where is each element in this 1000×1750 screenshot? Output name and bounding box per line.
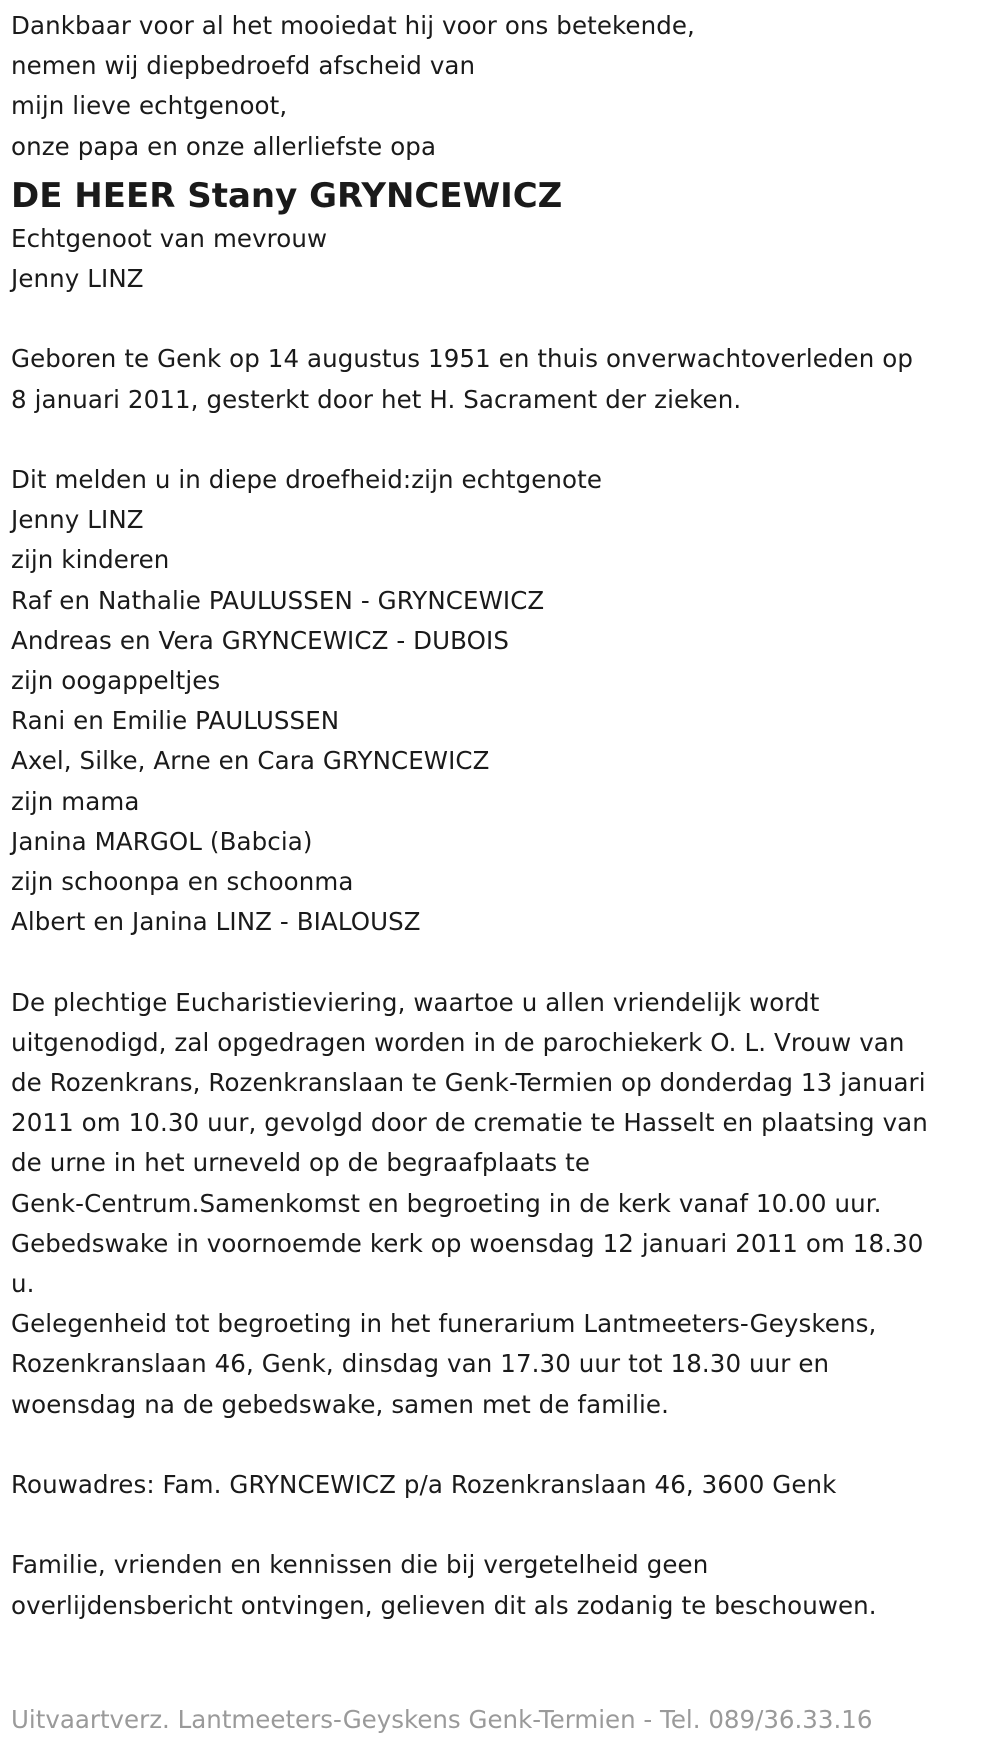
birth-line: Geboren te Genk op 14 augustus 1951 en thuis onverwachtoverleden op [11, 344, 913, 374]
closing-line: Familie, vrienden en kennissen die bij vergetelheid geen [11, 1550, 709, 1580]
deceased-name: DE HEER Stany GRYNCEWICZ [11, 175, 563, 216]
ceremony-line: de urne in het urneveld op de begraafplaats te [11, 1148, 591, 1178]
intro-line: onze papa en onze allerliefste opa [11, 131, 437, 161]
spouse-line: Jenny LINZ [11, 264, 144, 294]
spacer [11, 942, 1000, 982]
intro-section [11, 6, 1000, 167]
family-line: Janina MARGOL (Babcia) [11, 826, 313, 856]
spacer [11, 1505, 1000, 1545]
family-line: Jenny LINZ [11, 505, 144, 535]
ceremony-section [11, 983, 1000, 1425]
family-line: Albert en Janina LINZ - BIALOUSZ [11, 907, 421, 937]
spacer [11, 299, 1000, 339]
family-line: Raf en Nathalie PAULUSSEN - GRYNCEWICZ [11, 585, 545, 615]
funeral-home-footer: Uitvaartverz. Lantmeeters-Geyskens Genk-Termien - Tel. 089/36.33.16 [11, 1705, 873, 1734]
family-line: Rani en Emilie PAULUSSEN [11, 706, 340, 736]
spacer [11, 420, 1000, 460]
family-line: Andreas en Vera GRYNCEWICZ - DUBOIS [11, 625, 510, 655]
family-line: zijn schoonpa en schoonma [11, 867, 354, 897]
closing-line: overlijdensbericht ontvingen, gelieven dit als zodanig te beschouwen. [11, 1590, 877, 1620]
birth-section [11, 339, 1000, 419]
birth-line: 8 januari 2011, gesterkt door het H. Sacrament der zieken. [11, 384, 742, 414]
ceremony-line: de Rozenkrans, Rozenkranslaan te Genk-Termien op donderdag 13 januari [11, 1068, 926, 1098]
ceremony-line: Genk-Centrum.Samenkomst en begroeting in de kerk vanaf 10.00 uur. [11, 1188, 882, 1218]
family-line: zijn kinderen [11, 545, 170, 575]
family-line: zijn oogappeltjes [11, 666, 221, 696]
ceremony-line: Rozenkranslaan 46, Genk, dinsdag van 17.30 uur tot 18.30 uur en [11, 1349, 830, 1379]
ceremony-line: uitgenodigd, zal opgedragen worden in de parochiekerk O. L. Vrouw van [11, 1027, 905, 1057]
mourning-address: Rouwadres: Fam. GRYNCEWICZ p/a Rozenkranslaan 46, 3600 Genk [11, 1470, 837, 1500]
family-line: zijn mama [11, 786, 140, 816]
ceremony-line: u. [11, 1269, 35, 1299]
intro-line: nemen wij diepbedroefd afscheid van [11, 51, 476, 81]
closing-section [11, 1545, 1000, 1625]
ceremony-line: woensdag na de gebedswake, samen met de familie. [11, 1389, 669, 1419]
spouse-section [11, 219, 1000, 299]
ceremony-line: De plechtige Eucharistieviering, waartoe u allen vriendelijk wordt [11, 987, 820, 1017]
family-section [11, 460, 1000, 942]
family-line: Dit melden u in diepe droefheid:zijn echtgenote [11, 465, 603, 494]
intro-line: mijn lieve echtgenoot, [11, 91, 288, 121]
family-line: Axel, Silke, Arne en Cara GRYNCEWICZ [11, 746, 490, 776]
ceremony-line: 2011 om 10.30 uur, gevolgd door de crematie te Hasselt en plaatsing van [11, 1108, 928, 1138]
ceremony-line: Gelegenheid tot begroeting in het funerarium Lantmeeters-Geyskens, [11, 1309, 877, 1339]
spacer [11, 1425, 1000, 1465]
ceremony-line: Gebedswake in voornoemde kerk op woensdag 12 januari 2011 om 18.30 [11, 1228, 924, 1258]
intro-line: Dankbaar voor al het mooiedat hij voor ons betekende, [11, 11, 695, 40]
spouse-line: Echtgenoot van mevrouw [11, 223, 328, 253]
